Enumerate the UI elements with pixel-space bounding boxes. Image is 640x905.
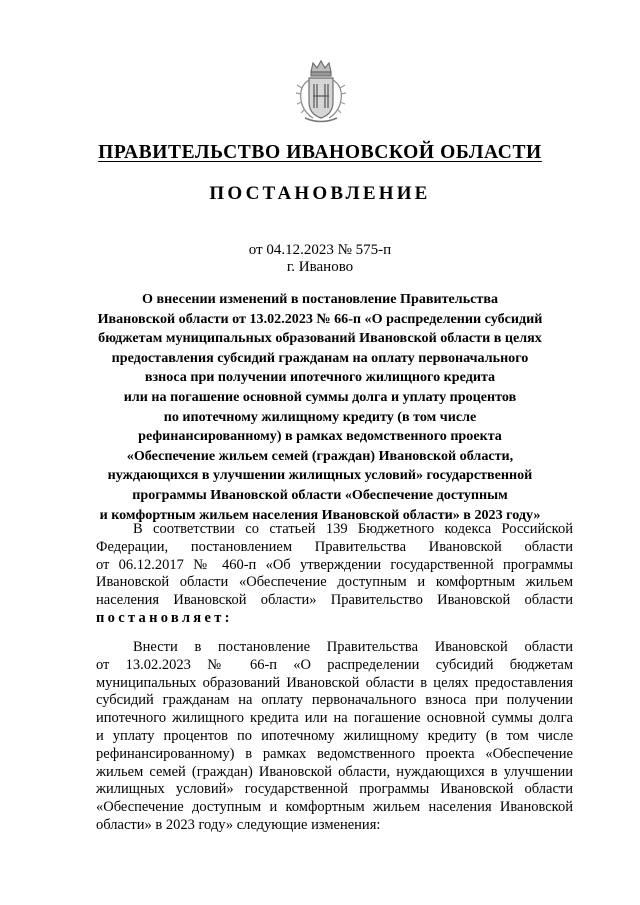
subject-line: и комфортным жильем населения Ивановской области» в 2023 году» — [99, 506, 541, 523]
subject-line: «Обеспечение жильем семей (граждан) Ивановской области, — [126, 447, 514, 464]
subject-line: бюджетам муниципальных образований Ивановской области в целях — [98, 330, 542, 347]
decree-city: г. Иваново — [286, 259, 354, 275]
coat-of-arms-icon — [293, 58, 349, 126]
paragraph-line: населения Ивановской области» Правительство Ивановской области — [96, 592, 573, 609]
subject-line: предоставления субсидий гражданам на оплату первоначального — [111, 349, 529, 366]
subject-line: О внесении изменений в постановление Правительства — [142, 291, 498, 307]
paragraph-line: от 06.12.2017 № 460-п «Об утверждении государственной программы — [96, 556, 573, 573]
subject-line: или на погашение основной суммы долга и уплату процентов — [123, 388, 517, 405]
paragraph-line: жильем семей (граждан) Ивановской области, нуждающихся в улучшении — [96, 763, 573, 780]
amendment-paragraph — [96, 639, 573, 835]
paragraph-line: жилищных условий» государственной программы Ивановской области — [96, 781, 573, 798]
document-type-heading: ПОСТАНОВЛЕНИЕ — [209, 183, 431, 204]
paragraph-line: ипотечного жилищного кредита или на погашение основной суммы долга — [96, 710, 573, 727]
subject-line: рефинансированному) в рамках ведомственного проекта — [138, 428, 502, 445]
decree-date-number: от 04.12.2023 № 575-п — [248, 242, 392, 258]
paragraph-line: муниципальных образований Ивановской области в целях предоставления — [96, 674, 573, 691]
paragraph-line: от 13.02.2023 № 66-п «О распределении субсидий бюджетам — [96, 656, 573, 673]
paragraph-line: и уплату процентов по ипотечному жилищному кредиту (в том числе — [96, 727, 573, 744]
paragraph-line: В соответствии со статьей 139 Бюджетного кодекса Российской — [133, 521, 573, 537]
paragraph-line: области» в 2023 году» следующие изменения: — [96, 816, 381, 833]
subject-line: программы Ивановской области «Обеспечение доступным — [132, 486, 508, 503]
paragraph-line: Внести в постановление Правительства Ивановской области — [133, 639, 573, 655]
subject-line: Ивановской области от 13.02.2023 № 66-п «О распределении субсидий — [97, 310, 543, 327]
decree-word: постановляет: — [96, 609, 233, 626]
subject-line: взноса при получении ипотечного жилищного кредита — [144, 369, 496, 386]
decree-subject — [80, 290, 560, 525]
paragraph-line: «Обеспечение доступным и комфортным жильем населения Ивановской — [96, 799, 573, 816]
subject-line: по ипотечному жилищному кредиту (в том числе — [163, 408, 477, 425]
paragraph-line: субсидий гражданам на оплату первоначального взноса при получении — [96, 692, 573, 709]
paragraph-line: Федерации, постановлением Правительства Ивановской области — [96, 538, 573, 555]
paragraph-line: Ивановской области «Обеспечение доступным и комфортным жильем — [96, 574, 573, 591]
preamble-paragraph — [96, 521, 573, 628]
subject-line: нуждающихся в улучшении жилищных условий» государственной — [107, 467, 533, 484]
paragraph-line: рефинансированному) в рамках ведомственного проекта «Обеспечение — [96, 745, 573, 762]
government-title: ПРАВИТЕЛЬСТВО ИВАНОВСКОЙ ОБЛАСТИ — [98, 142, 542, 163]
